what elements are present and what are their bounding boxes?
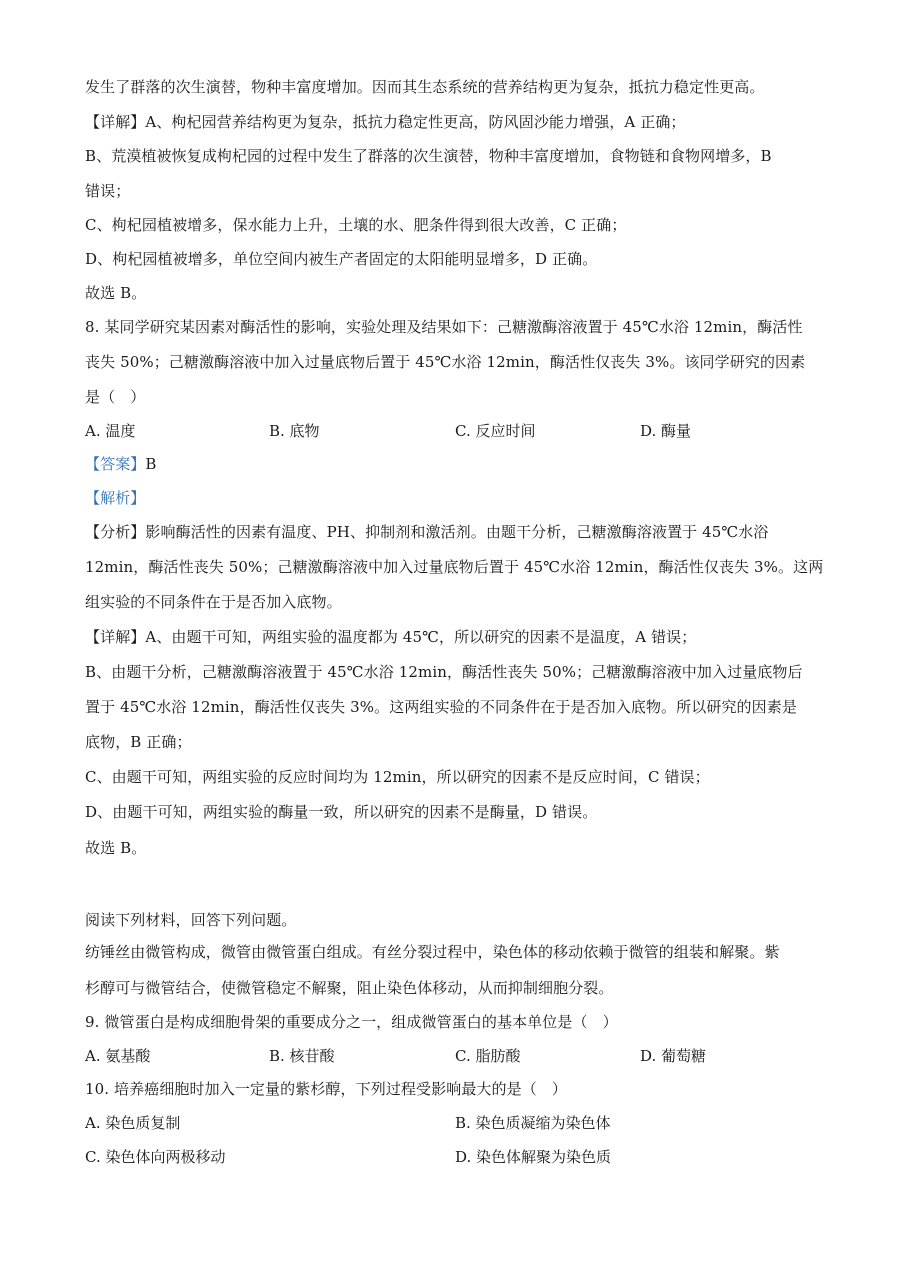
question-9-stem: 9. 微管蛋白是构成细胞骨架的重要成分之一，组成微管蛋白的基本单位是（ ） [85,1013,618,1031]
option-b: B. 底物 [269,422,320,440]
question-10-options [85,1147,845,1167]
detail-line: C、枸杞园植被增多，保水能力上升，土壤的水、肥条件得到很大改善，C 正确； [85,216,627,234]
reading-material: 杉醇可与微管结合，使微管稳定不解聚，阻止染色体移动，从而抑制细胞分裂。 [85,979,614,997]
option-d: D. 酶量 [640,422,692,440]
question-9-options [85,1046,845,1066]
option-b: B. 染色质凝缩为染色体 [455,1114,611,1132]
option-d: D. 染色体解聚为染色质 [455,1148,612,1166]
option-a: A. 染色质复制 [85,1114,181,1132]
question-10-options [85,1113,845,1133]
option-a: A. 温度 [85,422,136,440]
detail-line: 【详解】A、由题干可知，两组实验的温度都为 45℃，所以研究的因素不是温度，A 错误； [85,628,697,646]
answer-value: B [145,455,157,473]
detail-line: 置于 45℃水浴 12min，酶活性仅丧失 3%。这两组实验的不同条件在于是否加入底物。所以研究的因素是 [85,698,797,716]
option-a: A. 氨基酸 [85,1047,151,1065]
option-b: B. 核苷酸 [269,1047,335,1065]
reading-intro: 阅读下列材料，回答下列问题。 [85,911,297,929]
question-8-stem: 是（ ） [85,388,146,406]
analysis-line: 12min，酶活性丧失 50%；己糖激酶溶液中加入过量底物后置于 45℃水浴 12min，酶活性仅丧失 3%。这两 [85,558,824,576]
detail-line: 底物，B 正确； [85,733,192,751]
detail-line: 错误； [85,182,131,200]
analysis-tag: 【解析】 [85,489,146,507]
option-c: C. 脂肪酸 [455,1047,521,1065]
analysis-line: 组实验的不同条件在于是否加入底物。 [85,593,342,611]
answer-tag: 【答案】 [85,455,146,473]
question-10-stem: 10. 培养癌细胞时加入一定量的紫杉醇，下列过程受影响最大的是（ ） [85,1080,568,1098]
question-8-stem: 丧失 50%；己糖激酶溶液中加入过量底物后置于 45℃水浴 12min，酶活性仅丧失 3%。该同学研究的因素 [85,353,806,371]
detail-line: C、由题干可知，两组实验的反应时间均为 12min，所以研究的因素不是反应时间，C 错误； [85,768,710,786]
text-line: 发生了群落的次生演替，物种丰富度增加。因而其生态系统的营养结构更为复杂，抵抗力稳定性更高。 [85,78,765,96]
analysis-line: 【分析】影响酶活性的因素有温度、PH、抑制剂和激活剂。由题干分析，己糖激酶溶液置于 45℃水浴 [85,523,769,541]
answer-line [85,454,825,474]
detail-line: D、枸杞园植被增多，单位空间内被生产者固定的太阳能明显增多，D 正确。 [85,250,598,268]
detail-line: B、由题干分析，己糖激酶溶液置于 45℃水浴 12min，酶活性丧失 50%；己糖激酶溶液中加入过量底物后 [85,663,803,681]
conclusion-line: 故选 B。 [85,839,147,857]
option-c: C. 反应时间 [455,422,536,440]
detail-line: 【详解】A、枸杞园营养结构更为复杂，抵抗力稳定性更高，防风固沙能力增强，A 正确； [85,113,686,131]
option-d: D. 葡萄糖 [640,1047,707,1065]
detail-line: D、由题干可知，两组实验的酶量一致，所以研究的因素不是酶量，D 错误。 [85,803,598,821]
question-8-stem: 8. 某同学研究某因素对酶活性的影响，实验处理及结果如下：己糖激酶溶液置于 45℃水浴 12min，酶活性 [85,318,803,336]
reading-material: 纺锤丝由微管构成，微管由微管蛋白组成。有丝分裂过程中，染色体的移动依赖于微管的组装和解聚。紫 [85,943,780,961]
option-c: C. 染色体向两极移动 [85,1148,226,1166]
detail-line: B、荒漠植被恢复成枸杞园的过程中发生了群落的次生演替，物种丰富度增加，食物链和食物网增多，B [85,147,772,165]
conclusion-line: 故选 B。 [85,284,147,302]
question-8-options [85,421,845,441]
